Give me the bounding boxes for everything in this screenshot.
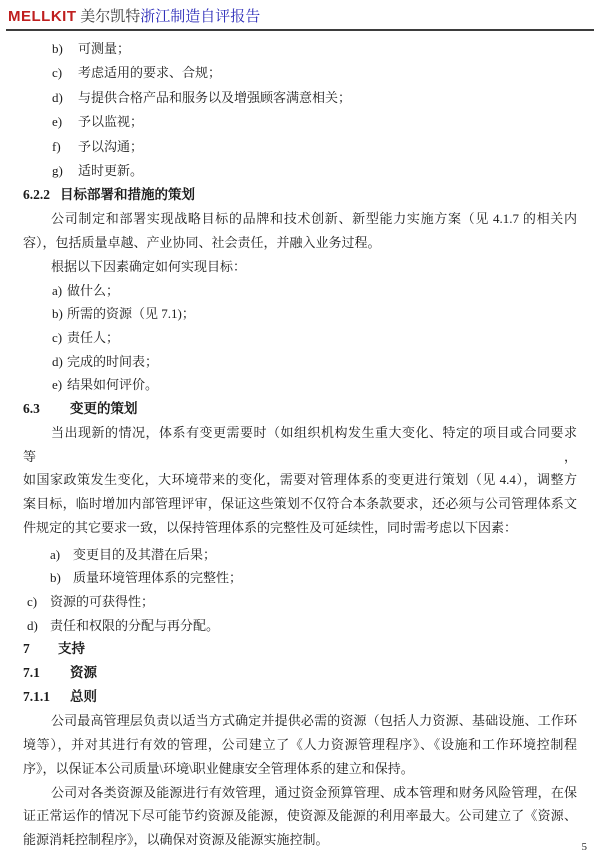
list-marker: a) (52, 282, 63, 298)
section-title: 变更的策划 (70, 401, 138, 417)
list-item (52, 279, 577, 303)
document-body (0, 37, 600, 852)
list-marker: b) (52, 306, 63, 322)
section-7-1-1 (23, 685, 577, 851)
page-header (6, 0, 594, 31)
list-marker: d) (52, 89, 63, 105)
list-text: 变更目的及其潜在后果； (73, 546, 217, 562)
list-text: 做什么； (67, 282, 120, 298)
paragraph-line: 根据以下因素确定如何实现目标： (51, 258, 247, 274)
list-marker: a) (50, 546, 61, 562)
paragraph (23, 709, 577, 780)
list-text: 可测量； (78, 41, 131, 56)
list-text: 完成的时间表； (67, 353, 159, 369)
list-text: 考虑适用的要求、合规； (78, 65, 222, 81)
list-marker: c) (52, 65, 63, 81)
paragraph-line: 境等），并对其进行有效的管理，公司建立了《人力资源管理程序》、《设施和工作环境控制程 (23, 737, 577, 753)
list-item (52, 326, 577, 350)
section-7 (23, 637, 577, 661)
list-text: 所需的资源（见 7.1)； (67, 306, 195, 322)
list-text: 质量环境管理体系的完整性； (73, 570, 243, 586)
section-7-1 (23, 661, 577, 685)
section-number: 6.2.2 (23, 187, 50, 203)
list-marker: g) (52, 163, 63, 179)
clause-list-top (23, 37, 577, 183)
list-marker: e) (52, 377, 63, 393)
list-item (52, 86, 577, 110)
list-marker: d) (27, 617, 38, 633)
paragraph (23, 207, 577, 254)
paragraph-line: 公司制定和部署实现战略目标的品牌和技术创新、新型能力实施方案（见 4.1.7 的相关内 (51, 211, 577, 227)
paragraph (23, 421, 577, 540)
paragraph-line: 当出现新的情况，体系有变更需要时（如组织机构发生重大变化、特定的项目或合同要求等， (23, 425, 577, 464)
list-text: 资源的可获得性； (50, 593, 155, 609)
list-item (50, 543, 577, 567)
section-heading-6-3 (23, 397, 577, 421)
section-6-3 (23, 397, 577, 637)
list-marker: d) (52, 353, 63, 369)
list-marker: e) (52, 114, 63, 130)
section-number: 6.3 (23, 401, 40, 417)
page-number: 5 (581, 841, 587, 853)
paragraph-line: 案目标，临时增加内部管理评审，保证这些策划不仅符合本条款要求，还必须与公司管理体系文 (23, 496, 577, 512)
list-text: 予以沟通； (78, 138, 144, 154)
list-text: 责任和权限的分配与再分配。 (50, 617, 220, 633)
list-text: 责任人； (67, 329, 120, 345)
list-marker: b) (50, 570, 61, 586)
clause-list-change (23, 543, 577, 638)
paragraph (23, 255, 577, 279)
section-heading-6-2-2 (23, 183, 577, 207)
paragraph-line: 证正常运作的情况下尽可能节约资源及能源，使资源及能源的利用率最大。公司建立了《资源、 (23, 808, 577, 824)
section-heading-7-1-1 (23, 685, 577, 709)
list-item (27, 590, 577, 614)
list-item (52, 37, 577, 61)
paragraph-line: 公司对各类资源及能源进行有效管理，通过资金预算管理、成本管理和财务风险管理，在保 (51, 784, 577, 800)
list-text: 与提供合格产品和服务以及增强顾客满意相关； (78, 89, 352, 105)
list-item (52, 350, 577, 374)
section-6-2-2 (23, 183, 577, 397)
list-item (50, 566, 577, 590)
list-item (27, 614, 577, 638)
header-report-title: 浙江制造自评报告 (140, 9, 261, 25)
list-item (52, 159, 577, 183)
clause-list-goals (23, 279, 577, 398)
section-title: 目标部署和措施的策划 (60, 187, 195, 203)
section-title: 支持 (58, 641, 85, 657)
paragraph-line: 如国家政策发生变化，大环境带来的变化，需要对管理体系的变更进行策划（见 4.4），调整方 (23, 472, 577, 488)
list-marker: b) (52, 41, 63, 56)
list-item (52, 135, 577, 159)
section-number: 7.1 (23, 665, 40, 681)
list-item (52, 302, 577, 326)
list-marker: f) (52, 138, 61, 154)
section-number: 7.1.1 (23, 689, 50, 705)
list-marker: c) (52, 329, 63, 345)
list-item (52, 61, 577, 85)
list-text: 予以监视； (78, 114, 144, 130)
header-logo: MELLKIT (8, 8, 77, 25)
section-title: 总则 (70, 689, 97, 705)
list-text: 结果如何评价。 (67, 377, 159, 393)
list-text: 适时更新。 (78, 163, 144, 179)
header-company-name: 美尔凯特 (76, 9, 141, 25)
section-title: 资源 (70, 665, 97, 681)
paragraph-line: 能源消耗控制程序》，以确保对资源及能源实施控制。 (23, 831, 329, 847)
paragraph-line: 件规定的其它要求一致，以保持管理体系的完整性及可延续性，同时需考虑以下因素： (23, 519, 518, 535)
paragraph-line: 序》，以保证本公司质量\环境\职业健康安全管理体系的建立和保持。 (23, 760, 414, 776)
paragraph-line: 容），包括质量卓越、产业协同、社会责任，并融入业务过程。 (23, 235, 381, 251)
paragraph-line: 公司最高管理层负责以适当方式确定并提供必需的资源（包括人力资源、基础设施、工作环 (51, 713, 577, 729)
list-marker: c) (27, 593, 38, 609)
section-heading-7-1 (23, 661, 577, 685)
section-heading-7 (23, 637, 577, 661)
list-item (52, 110, 577, 134)
section-number: 7 (23, 641, 30, 657)
paragraph (23, 781, 577, 852)
list-item (52, 373, 577, 397)
